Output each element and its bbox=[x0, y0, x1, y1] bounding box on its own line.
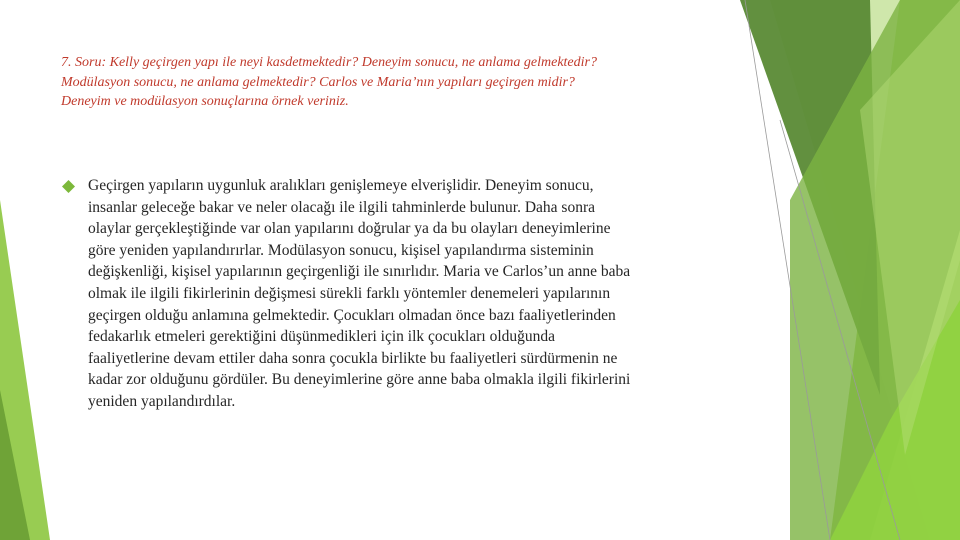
body-line: insanlar geleceğe bakar ve neler olacağı ile ilgili tahminlerde bulunur. Daha sonra bbox=[88, 198, 595, 216]
body-line: kadar zor olduğunu gördüler. Bu deneyimlerine göre anne baba olmakla ilgili fikirlerini bbox=[88, 371, 631, 389]
body-line: faaliyetlerine devam ettiler daha sonra çocukla birlikte bu faaliyetleri sürdürmenin ne bbox=[88, 349, 618, 367]
body-line: göre yeniden yapılandırırlar. Modülasyon sonucu, kişisel yapılandırma sisteminin bbox=[88, 241, 594, 259]
title-line: Deneyim ve modülasyon sonuçlarına örnek veriniz. bbox=[61, 94, 349, 109]
body-line: olmak ile ilgili fikirlerinin değişmesi sürekli farklı yöntemler denemeleri yapılarının bbox=[88, 284, 611, 302]
body-line: değişkenliği, kişisel yapılarının geçirgenliği ile sınırlıdır. Maria ve Carlos’un anne baba bbox=[88, 263, 631, 281]
body-paragraph bbox=[88, 175, 728, 413]
body-line: Geçirgen yapıların uygunluk aralıkları genişlemeye elverişlidir. Deneyim sonucu, bbox=[88, 177, 594, 194]
body-line: fedakarlık etmeleri gerektiğini düşünmedikleri için ilk çocukları olduğunda bbox=[88, 328, 556, 346]
body-line: yeniden yapılandırdılar. bbox=[88, 392, 236, 410]
title-line: Modülasyon sonucu, ne anlama gelmektedir? Carlos ve Maria’nın yapıları geçirgen midir? bbox=[61, 74, 575, 90]
body-line: geçirgen olduğu anlamına gelmektedir. Çocukları olmadan önce bazı faaliyetlerinden bbox=[88, 306, 616, 324]
slide-title bbox=[61, 53, 741, 112]
body-line: olaylar gerçekleştiğinde var olan yapılarını doğrular ya da bu olayları deneyimlerine bbox=[88, 220, 611, 238]
title-line: 7. Soru: Kelly geçirgen yapı ile neyi kasdetmektedir? Deneyim sonucu, ne anlama gelmektedir? bbox=[61, 55, 597, 70]
diamond-bullet-icon bbox=[62, 180, 75, 193]
